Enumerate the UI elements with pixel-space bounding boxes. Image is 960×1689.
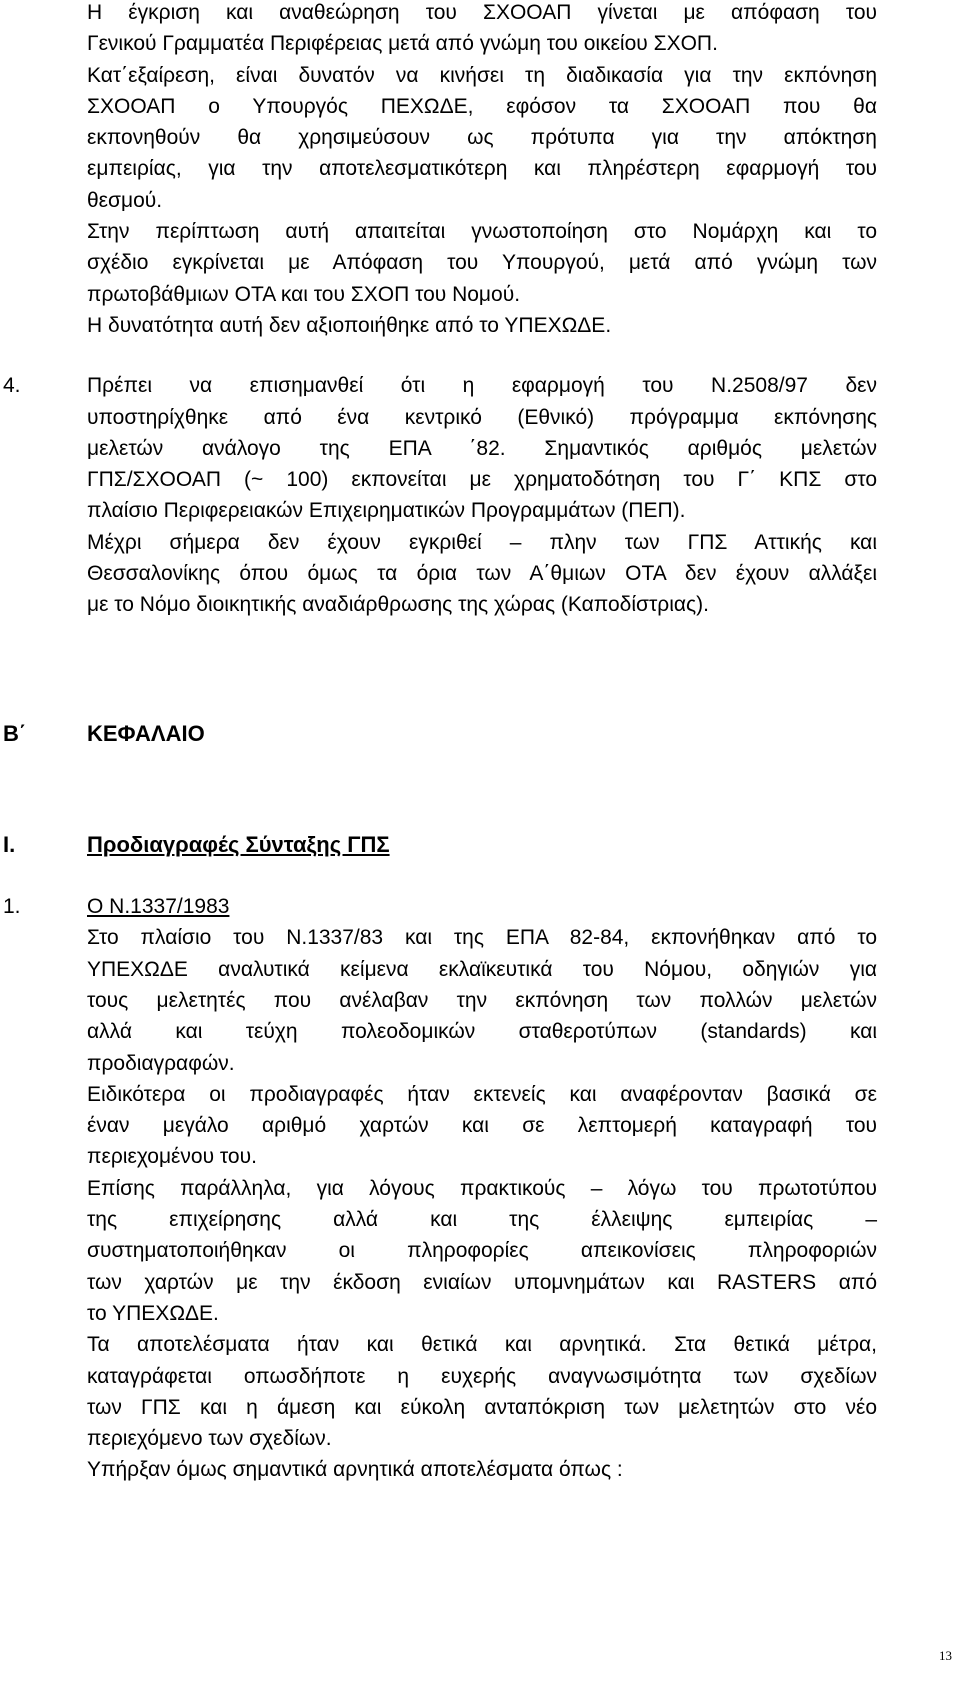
paragraph-line: Θεσσαλονίκης όπου όμως τα όρια των Α΄θμιων ΟΤΑ δεν έχουν αλλάξει — [87, 562, 877, 585]
paragraph-line: Η έγκριση και αναθεώρηση του ΣΧΟΟΑΠ γίνεται με απόφαση του — [87, 1, 877, 24]
paragraph-line: θεσμού. — [87, 189, 163, 212]
paragraph-line: Η δυνατότητα αυτή δεν αξιοποιήθηκε από το ΥΠΕΧΩΔΕ. — [87, 314, 612, 337]
list-number: 1. — [3, 895, 21, 918]
paragraph-line: Κατ΄εξαίρεση, είναι δυνατόν να κινήσει τη διαδικασία για την εκπόνηση — [87, 64, 877, 87]
paragraph-line: υποστηρίχθηκε από ένα κεντρικό (Εθνικό) πρόγραμμα εκπόνησης — [87, 406, 877, 429]
chapter-letter: Β΄ — [3, 721, 27, 746]
paragraph-line: Μέχρι σήμερα δεν έχουν εγκριθεί – πλην των ΓΠΣ Αττικής και — [87, 531, 877, 554]
paragraph-line: καταγράφεται οπωσδήποτε η ευχερής αναγνωσιμότητα των σχεδίων — [87, 1365, 877, 1388]
paragraph-line: τους μελετητές που ανέλαβαν την εκπόνηση των πολλών μελετών — [87, 989, 877, 1012]
paragraph-line: Ειδικότερα οι προδιαγραφές ήταν εκτενείς και αναφέρονταν βασικά σε — [87, 1083, 877, 1106]
paragraph-line: Πρέπει να επισημανθεί ότι η εφαρμογή του Ν.2508/97 δεν — [87, 374, 877, 397]
paragraph-line: εμπειρίας, για την αποτελεσματικότερη και πληρέστερη εφαρμογή του — [87, 157, 877, 180]
paragraph-line: έναν μεγάλο αριθμό χαρτών και σε λεπτομερή καταγραφή του — [87, 1114, 877, 1137]
paragraph-line: περιεχόμενο των σχεδίων. — [87, 1427, 332, 1450]
paragraph-line: Στο πλαίσιο του Ν.1337/83 και της ΕΠΑ 82-84, εκπονήθηκαν από το — [87, 926, 877, 949]
paragraph-line: προδιαγραφών. — [87, 1052, 235, 1075]
paragraph-line: μελετών ανάλογο της ΕΠΑ ΄82. Σημαντικός αριθμός μελετών — [87, 437, 877, 460]
list-number: 4. — [3, 374, 21, 397]
paragraph-line: ΓΠΣ/ΣΧΟΟΑΠ (~ 100) εκπονείται με χρηματοδότηση του Γ΄ ΚΠΣ στο — [87, 468, 877, 491]
paragraph-line: Στην περίπτωση αυτή απαιτείται γνωστοποίηση στο Νομάρχη και το — [87, 220, 877, 243]
section-number: Ι. — [3, 832, 16, 857]
paragraph-line: ΥΠΕΧΩΔΕ αναλυτικά κείμενα εκλαϊκευτικά του Νόμου, οδηγιών για — [87, 958, 877, 981]
chapter-title: ΚΕΦΑΛΑΙΟ — [87, 721, 205, 746]
paragraph-line: το ΥΠΕΧΩΔΕ. — [87, 1302, 219, 1325]
paragraph-line: πλαίσιο Περιφερειακών Επιχειρηματικών Προγραμμάτων (ΠΕΠ). — [87, 499, 686, 522]
paragraph-line: με το Νόμο διοικητικής αναδιάρθρωσης της χώρας (Καποδίστριας). — [87, 593, 709, 616]
paragraph-line: πρωτοβάθμιων ΟΤΑ και του ΣΧΟΠ του Νομού. — [87, 283, 521, 306]
paragraph-line: αλλά και τεύχη πολεοδομικών σταθεροτύπων (standards) και — [87, 1020, 877, 1043]
paragraph-line: Υπήρξαν όμως σημαντικά αρνητικά αποτελέσματα όπως : — [87, 1458, 623, 1481]
paragraph-line: σχέδιο εγκρίνεται με Απόφαση του Υπουργού, μετά από γνώμη των — [87, 251, 877, 274]
paragraph-line: Γενικού Γραμματέα Περιφέρειας μετά από γνώμη του οικείου ΣΧΟΠ. — [87, 32, 718, 55]
paragraph-line: Τα αποτελέσματα ήταν και θετικά και αρνητικά. Στα θετικά μέτρα, — [87, 1333, 877, 1356]
paragraph-line: συστηματοποιήθηκαν οι πληροφορίες απεικονίσεις πληροφοριών — [87, 1239, 877, 1262]
paragraph-line: Επίσης παράλληλα, για λόγους πρακτικούς – λόγω του πρωτοτύπου — [87, 1177, 877, 1200]
paragraph-line: της επιχείρησης αλλά και της έλλειψης εμπειρίας – — [87, 1208, 877, 1231]
paragraph-line: εκπονηθούν θα χρησιμεύσουν ως πρότυπα για την απόκτηση — [87, 126, 877, 149]
section-title: Προδιαγραφές Σύνταξης ΓΠΣ — [87, 832, 390, 857]
item-title: Ο Ν.1337/1983 — [87, 895, 230, 918]
paragraph-line: ΣΧΟΟΑΠ ο Υπουργός ΠΕΧΩΔΕ, εφόσον τα ΣΧΟΟΑΠ που θα — [87, 95, 877, 118]
paragraph-line: των ΓΠΣ και η άμεση και εύκολη ανταπόκριση των μελετητών στο νέο — [87, 1396, 877, 1419]
paragraph-line: των χαρτών με την έκδοση ενιαίων υπομνημάτων και RASTERS από — [87, 1271, 877, 1294]
page-number: 13 — [939, 1648, 952, 1663]
paragraph-line: περιεχομένου του. — [87, 1145, 257, 1168]
